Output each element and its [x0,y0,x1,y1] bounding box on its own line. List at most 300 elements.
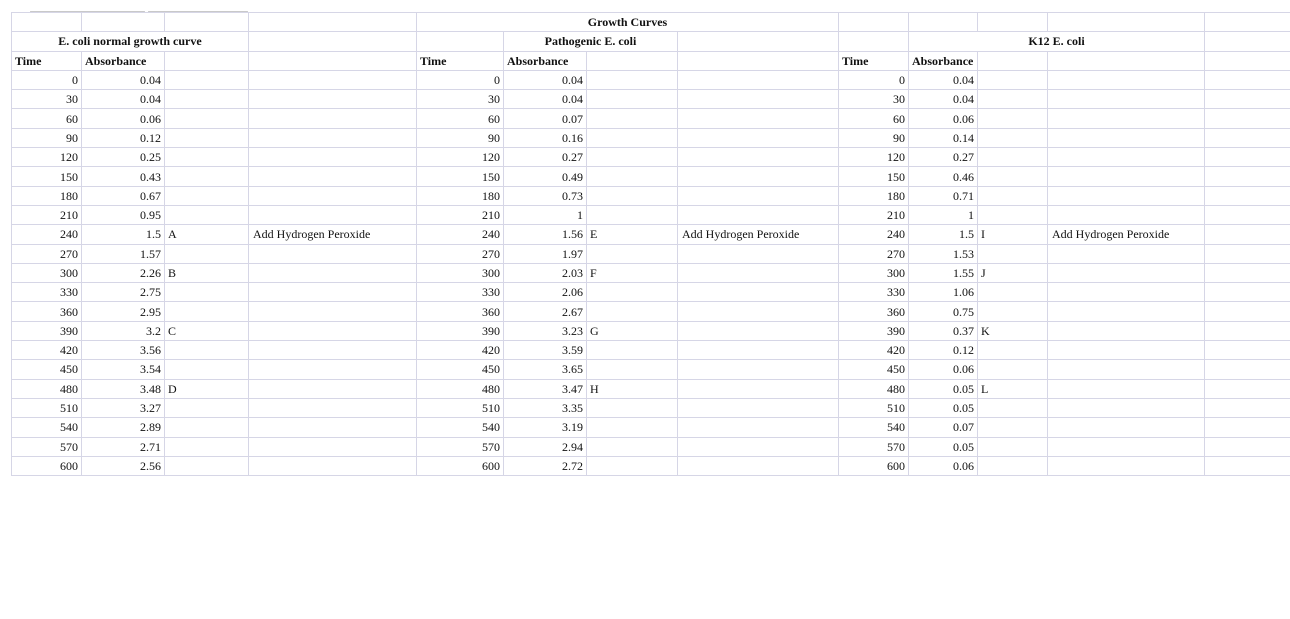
time-cell[interactable]: 420 [12,341,82,360]
absorbance-cell[interactable]: 0.37 [909,321,978,340]
absorbance-cell[interactable]: 0.07 [909,418,978,437]
cell[interactable] [249,32,417,51]
cell[interactable] [678,341,839,360]
cell[interactable] [1048,456,1205,475]
time-cell[interactable]: 30 [12,90,82,109]
absorbance-cell[interactable]: 0.07 [504,109,587,128]
cell[interactable] [1048,70,1205,89]
marker-cell[interactable] [587,109,678,128]
marker-cell[interactable] [165,418,249,437]
group-name[interactable]: E. coli normal growth curve [12,32,249,51]
cell[interactable] [1048,205,1205,224]
marker-cell[interactable] [165,302,249,321]
time-header[interactable]: Time [12,51,82,70]
cell[interactable] [1205,263,1290,282]
absorbance-cell[interactable]: 1 [909,205,978,224]
marker-cell[interactable] [165,70,249,89]
marker-cell[interactable] [587,283,678,302]
marker-cell[interactable] [587,128,678,147]
absorbance-cell[interactable]: 2.06 [504,283,587,302]
marker-cell[interactable]: D [165,379,249,398]
time-cell[interactable]: 480 [12,379,82,398]
marker-cell[interactable] [978,205,1048,224]
time-cell[interactable]: 60 [839,109,909,128]
time-cell[interactable]: 570 [12,437,82,456]
cell[interactable] [1048,283,1205,302]
time-cell[interactable]: 570 [839,437,909,456]
cell[interactable] [1048,109,1205,128]
cell[interactable] [678,90,839,109]
cell[interactable] [249,109,417,128]
marker-cell[interactable] [978,398,1048,417]
marker-cell[interactable] [165,360,249,379]
cell[interactable] [1048,13,1205,32]
time-cell[interactable]: 450 [417,360,504,379]
cell[interactable] [249,379,417,398]
absorbance-cell[interactable]: 3.65 [504,360,587,379]
time-cell[interactable]: 210 [839,205,909,224]
cell[interactable] [678,418,839,437]
absorbance-cell[interactable]: 3.54 [82,360,165,379]
absorbance-cell[interactable]: 3.48 [82,379,165,398]
cell[interactable] [1205,13,1290,32]
absorbance-cell[interactable]: 2.67 [504,302,587,321]
time-cell[interactable]: 360 [417,302,504,321]
absorbance-cell[interactable]: 3.35 [504,398,587,417]
absorbance-cell[interactable]: 0.14 [909,128,978,147]
time-cell[interactable]: 90 [12,128,82,147]
sheet-title[interactable]: Growth Curves [417,13,839,32]
cell[interactable] [1205,51,1290,70]
time-cell[interactable]: 480 [417,379,504,398]
marker-cell[interactable] [165,205,249,224]
marker-cell[interactable] [587,205,678,224]
marker-cell[interactable] [165,341,249,360]
cell[interactable] [1205,70,1290,89]
cell[interactable] [678,283,839,302]
cell[interactable] [1205,418,1290,437]
marker-cell[interactable]: B [165,263,249,282]
time-cell[interactable]: 150 [12,167,82,186]
time-cell[interactable]: 420 [839,341,909,360]
marker-cell[interactable] [587,302,678,321]
cell[interactable] [678,379,839,398]
cell[interactable] [249,263,417,282]
time-cell[interactable]: 210 [417,205,504,224]
cell[interactable] [12,13,82,32]
marker-cell[interactable] [978,360,1048,379]
absorbance-cell[interactable]: 0.27 [504,148,587,167]
absorbance-cell[interactable]: 0.06 [909,360,978,379]
cell[interactable] [1048,167,1205,186]
cell[interactable] [249,128,417,147]
absorbance-cell[interactable]: 0.95 [82,205,165,224]
time-cell[interactable]: 300 [839,263,909,282]
cell[interactable] [249,283,417,302]
marker-cell[interactable]: C [165,321,249,340]
cell[interactable] [1048,360,1205,379]
cell[interactable] [678,128,839,147]
time-cell[interactable]: 330 [417,283,504,302]
cell[interactable] [249,205,417,224]
cell[interactable] [839,13,909,32]
time-header[interactable]: Time [417,51,504,70]
marker-cell[interactable] [587,418,678,437]
cell[interactable] [1048,90,1205,109]
cell[interactable] [1048,148,1205,167]
cell[interactable] [249,456,417,475]
cell[interactable] [587,51,678,70]
time-cell[interactable]: 480 [839,379,909,398]
time-cell[interactable]: 510 [12,398,82,417]
marker-cell[interactable] [165,90,249,109]
cell[interactable] [678,70,839,89]
cell[interactable] [1048,263,1205,282]
cell[interactable] [678,109,839,128]
cell[interactable] [1048,379,1205,398]
time-cell[interactable]: 600 [839,456,909,475]
cell[interactable] [678,148,839,167]
time-cell[interactable]: 90 [839,128,909,147]
absorbance-cell[interactable]: 2.71 [82,437,165,456]
marker-cell[interactable] [978,283,1048,302]
cell[interactable] [1205,379,1290,398]
cell[interactable] [417,32,504,51]
time-cell[interactable]: 0 [839,70,909,89]
time-cell[interactable]: 360 [12,302,82,321]
cell[interactable] [678,51,839,70]
cell[interactable] [1205,225,1290,244]
cell[interactable] [1048,51,1205,70]
time-cell[interactable]: 120 [417,148,504,167]
absorbance-cell[interactable]: 3.59 [504,341,587,360]
time-cell[interactable]: 120 [12,148,82,167]
marker-cell[interactable]: I [978,225,1048,244]
cell[interactable] [1048,321,1205,340]
cell[interactable] [1205,360,1290,379]
time-cell[interactable]: 390 [417,321,504,340]
absorbance-cell[interactable]: 0.73 [504,186,587,205]
cell[interactable] [678,167,839,186]
time-cell[interactable]: 180 [839,186,909,205]
cell[interactable] [678,398,839,417]
cell[interactable] [978,13,1048,32]
time-cell[interactable]: 240 [839,225,909,244]
time-cell[interactable]: 300 [417,263,504,282]
absorbance-cell[interactable]: 1 [504,205,587,224]
cell[interactable] [678,186,839,205]
absorbance-cell[interactable]: 1.5 [82,225,165,244]
marker-cell[interactable] [587,360,678,379]
absorbance-cell[interactable]: 0.04 [82,90,165,109]
cell[interactable] [909,13,978,32]
absorbance-cell[interactable]: 2.75 [82,283,165,302]
marker-cell[interactable] [165,244,249,263]
time-cell[interactable]: 510 [417,398,504,417]
time-cell[interactable]: 90 [417,128,504,147]
absorbance-cell[interactable]: 1.55 [909,263,978,282]
cell[interactable] [249,418,417,437]
time-cell[interactable]: 210 [12,205,82,224]
time-cell[interactable]: 570 [417,437,504,456]
cell[interactable] [249,167,417,186]
absorbance-cell[interactable]: 2.03 [504,263,587,282]
time-cell[interactable]: 30 [417,90,504,109]
cell[interactable] [1048,398,1205,417]
cell[interactable] [82,13,165,32]
marker-cell[interactable]: G [587,321,678,340]
marker-cell[interactable] [587,70,678,89]
absorbance-cell[interactable]: 0.12 [82,128,165,147]
time-cell[interactable]: 180 [12,186,82,205]
cell[interactable] [249,13,417,32]
absorbance-cell[interactable]: 0.06 [909,109,978,128]
cell[interactable] [678,302,839,321]
note-cell[interactable]: Add Hydrogen Peroxide [678,225,839,244]
cell[interactable] [1205,437,1290,456]
cell[interactable] [1205,456,1290,475]
time-cell[interactable]: 540 [12,418,82,437]
absorbance-cell[interactable]: 3.47 [504,379,587,398]
cell[interactable] [1205,398,1290,417]
absorbance-cell[interactable]: 0.04 [504,70,587,89]
cell[interactable] [1205,205,1290,224]
cell[interactable] [1205,109,1290,128]
absorbance-header[interactable]: Absorbance [504,51,587,70]
time-cell[interactable]: 240 [417,225,504,244]
cell[interactable] [1205,167,1290,186]
cell[interactable] [1048,302,1205,321]
absorbance-cell[interactable]: 1.57 [82,244,165,263]
cell[interactable] [249,186,417,205]
cell[interactable] [165,51,249,70]
time-cell[interactable]: 600 [417,456,504,475]
cell[interactable] [678,32,839,51]
absorbance-cell[interactable]: 0.49 [504,167,587,186]
cell[interactable] [1205,90,1290,109]
marker-cell[interactable]: J [978,263,1048,282]
absorbance-cell[interactable]: 0.04 [504,90,587,109]
absorbance-cell[interactable]: 0.75 [909,302,978,321]
marker-cell[interactable] [587,341,678,360]
absorbance-cell[interactable]: 0.46 [909,167,978,186]
absorbance-cell[interactable]: 0.05 [909,437,978,456]
cell[interactable] [678,244,839,263]
marker-cell[interactable] [978,128,1048,147]
absorbance-cell[interactable]: 1.06 [909,283,978,302]
marker-cell[interactable] [978,70,1048,89]
absorbance-cell[interactable]: 0.04 [909,90,978,109]
marker-cell[interactable] [978,244,1048,263]
time-cell[interactable]: 240 [12,225,82,244]
time-cell[interactable]: 330 [12,283,82,302]
absorbance-cell[interactable]: 0.67 [82,186,165,205]
cell[interactable] [1048,437,1205,456]
time-cell[interactable]: 330 [839,283,909,302]
marker-cell[interactable]: L [978,379,1048,398]
marker-cell[interactable] [165,109,249,128]
marker-cell[interactable] [165,456,249,475]
absorbance-header[interactable]: Absorbance [909,51,978,70]
time-cell[interactable]: 270 [12,244,82,263]
absorbance-cell[interactable]: 0.06 [82,109,165,128]
marker-cell[interactable] [587,398,678,417]
note-cell[interactable]: Add Hydrogen Peroxide [249,225,417,244]
absorbance-cell[interactable]: 0.71 [909,186,978,205]
cell[interactable] [1205,321,1290,340]
cell[interactable] [249,70,417,89]
time-cell[interactable]: 0 [417,70,504,89]
cell[interactable] [249,244,417,263]
absorbance-cell[interactable]: 2.95 [82,302,165,321]
absorbance-cell[interactable]: 0.05 [909,379,978,398]
absorbance-cell[interactable]: 0.12 [909,341,978,360]
marker-cell[interactable] [587,148,678,167]
cell[interactable] [249,360,417,379]
absorbance-cell[interactable]: 3.19 [504,418,587,437]
absorbance-cell[interactable]: 0.43 [82,167,165,186]
time-cell[interactable]: 180 [417,186,504,205]
absorbance-cell[interactable]: 2.72 [504,456,587,475]
marker-cell[interactable]: H [587,379,678,398]
absorbance-cell[interactable]: 0.04 [82,70,165,89]
cell[interactable] [249,321,417,340]
time-cell[interactable]: 60 [12,109,82,128]
absorbance-cell[interactable]: 0.27 [909,148,978,167]
marker-cell[interactable] [165,167,249,186]
group-name[interactable]: K12 E. coli [909,32,1205,51]
marker-cell[interactable] [978,109,1048,128]
marker-cell[interactable] [978,437,1048,456]
time-cell[interactable]: 150 [839,167,909,186]
time-cell[interactable]: 390 [12,321,82,340]
time-cell[interactable]: 60 [417,109,504,128]
marker-cell[interactable] [978,90,1048,109]
marker-cell[interactable] [165,398,249,417]
time-cell[interactable]: 270 [417,244,504,263]
cell[interactable] [249,341,417,360]
cell[interactable] [1205,148,1290,167]
marker-cell[interactable] [978,148,1048,167]
time-cell[interactable]: 390 [839,321,909,340]
cell[interactable] [1048,244,1205,263]
group-name[interactable]: Pathogenic E. coli [504,32,678,51]
marker-cell[interactable] [978,302,1048,321]
absorbance-cell[interactable]: 2.56 [82,456,165,475]
time-cell[interactable]: 0 [12,70,82,89]
marker-cell[interactable] [978,167,1048,186]
marker-cell[interactable]: K [978,321,1048,340]
marker-cell[interactable] [978,456,1048,475]
cell[interactable] [249,51,417,70]
time-cell[interactable]: 360 [839,302,909,321]
absorbance-cell[interactable]: 2.26 [82,263,165,282]
cell[interactable] [1048,418,1205,437]
absorbance-cell[interactable]: 0.06 [909,456,978,475]
marker-cell[interactable] [978,341,1048,360]
marker-cell[interactable] [165,283,249,302]
cell[interactable] [678,437,839,456]
absorbance-cell[interactable]: 2.94 [504,437,587,456]
cell[interactable] [678,321,839,340]
absorbance-cell[interactable]: 3.23 [504,321,587,340]
cell[interactable] [1205,244,1290,263]
absorbance-cell[interactable]: 1.56 [504,225,587,244]
cell[interactable] [678,456,839,475]
cell[interactable] [839,32,909,51]
marker-cell[interactable]: E [587,225,678,244]
time-cell[interactable]: 540 [417,418,504,437]
time-cell[interactable]: 600 [12,456,82,475]
absorbance-cell[interactable]: 1.97 [504,244,587,263]
time-cell[interactable]: 450 [12,360,82,379]
absorbance-cell[interactable]: 0.05 [909,398,978,417]
cell[interactable] [1205,186,1290,205]
cell[interactable] [1048,186,1205,205]
absorbance-cell[interactable]: 3.2 [82,321,165,340]
time-cell[interactable]: 150 [417,167,504,186]
marker-cell[interactable] [587,244,678,263]
cell[interactable] [1205,32,1290,51]
cell[interactable] [1205,341,1290,360]
time-cell[interactable]: 420 [417,341,504,360]
marker-cell[interactable] [587,456,678,475]
cell[interactable] [249,302,417,321]
marker-cell[interactable] [978,418,1048,437]
cell[interactable] [1205,302,1290,321]
absorbance-cell[interactable]: 0.16 [504,128,587,147]
marker-cell[interactable] [165,128,249,147]
cell[interactable] [678,263,839,282]
marker-cell[interactable] [587,437,678,456]
marker-cell[interactable]: F [587,263,678,282]
absorbance-cell[interactable]: 1.5 [909,225,978,244]
marker-cell[interactable] [165,148,249,167]
marker-cell[interactable] [587,167,678,186]
time-cell[interactable]: 120 [839,148,909,167]
time-header[interactable]: Time [839,51,909,70]
time-cell[interactable]: 270 [839,244,909,263]
cell[interactable] [1048,128,1205,147]
cell[interactable] [1048,341,1205,360]
cell[interactable] [249,148,417,167]
cell[interactable] [249,90,417,109]
marker-cell[interactable] [587,186,678,205]
absorbance-cell[interactable]: 3.27 [82,398,165,417]
absorbance-header[interactable]: Absorbance [82,51,165,70]
note-cell[interactable]: Add Hydrogen Peroxide [1048,225,1205,244]
marker-cell[interactable] [978,186,1048,205]
absorbance-cell[interactable]: 0.25 [82,148,165,167]
absorbance-cell[interactable]: 0.04 [909,70,978,89]
time-cell[interactable]: 510 [839,398,909,417]
absorbance-cell[interactable]: 1.53 [909,244,978,263]
marker-cell[interactable] [165,186,249,205]
marker-cell[interactable] [165,437,249,456]
cell[interactable] [249,437,417,456]
cell[interactable] [165,13,249,32]
cell[interactable] [249,398,417,417]
time-cell[interactable]: 540 [839,418,909,437]
absorbance-cell[interactable]: 3.56 [82,341,165,360]
cell[interactable] [978,51,1048,70]
marker-cell[interactable] [587,90,678,109]
cell[interactable] [678,205,839,224]
cell[interactable] [1205,128,1290,147]
absorbance-cell[interactable]: 2.89 [82,418,165,437]
cell[interactable] [678,360,839,379]
time-cell[interactable]: 450 [839,360,909,379]
